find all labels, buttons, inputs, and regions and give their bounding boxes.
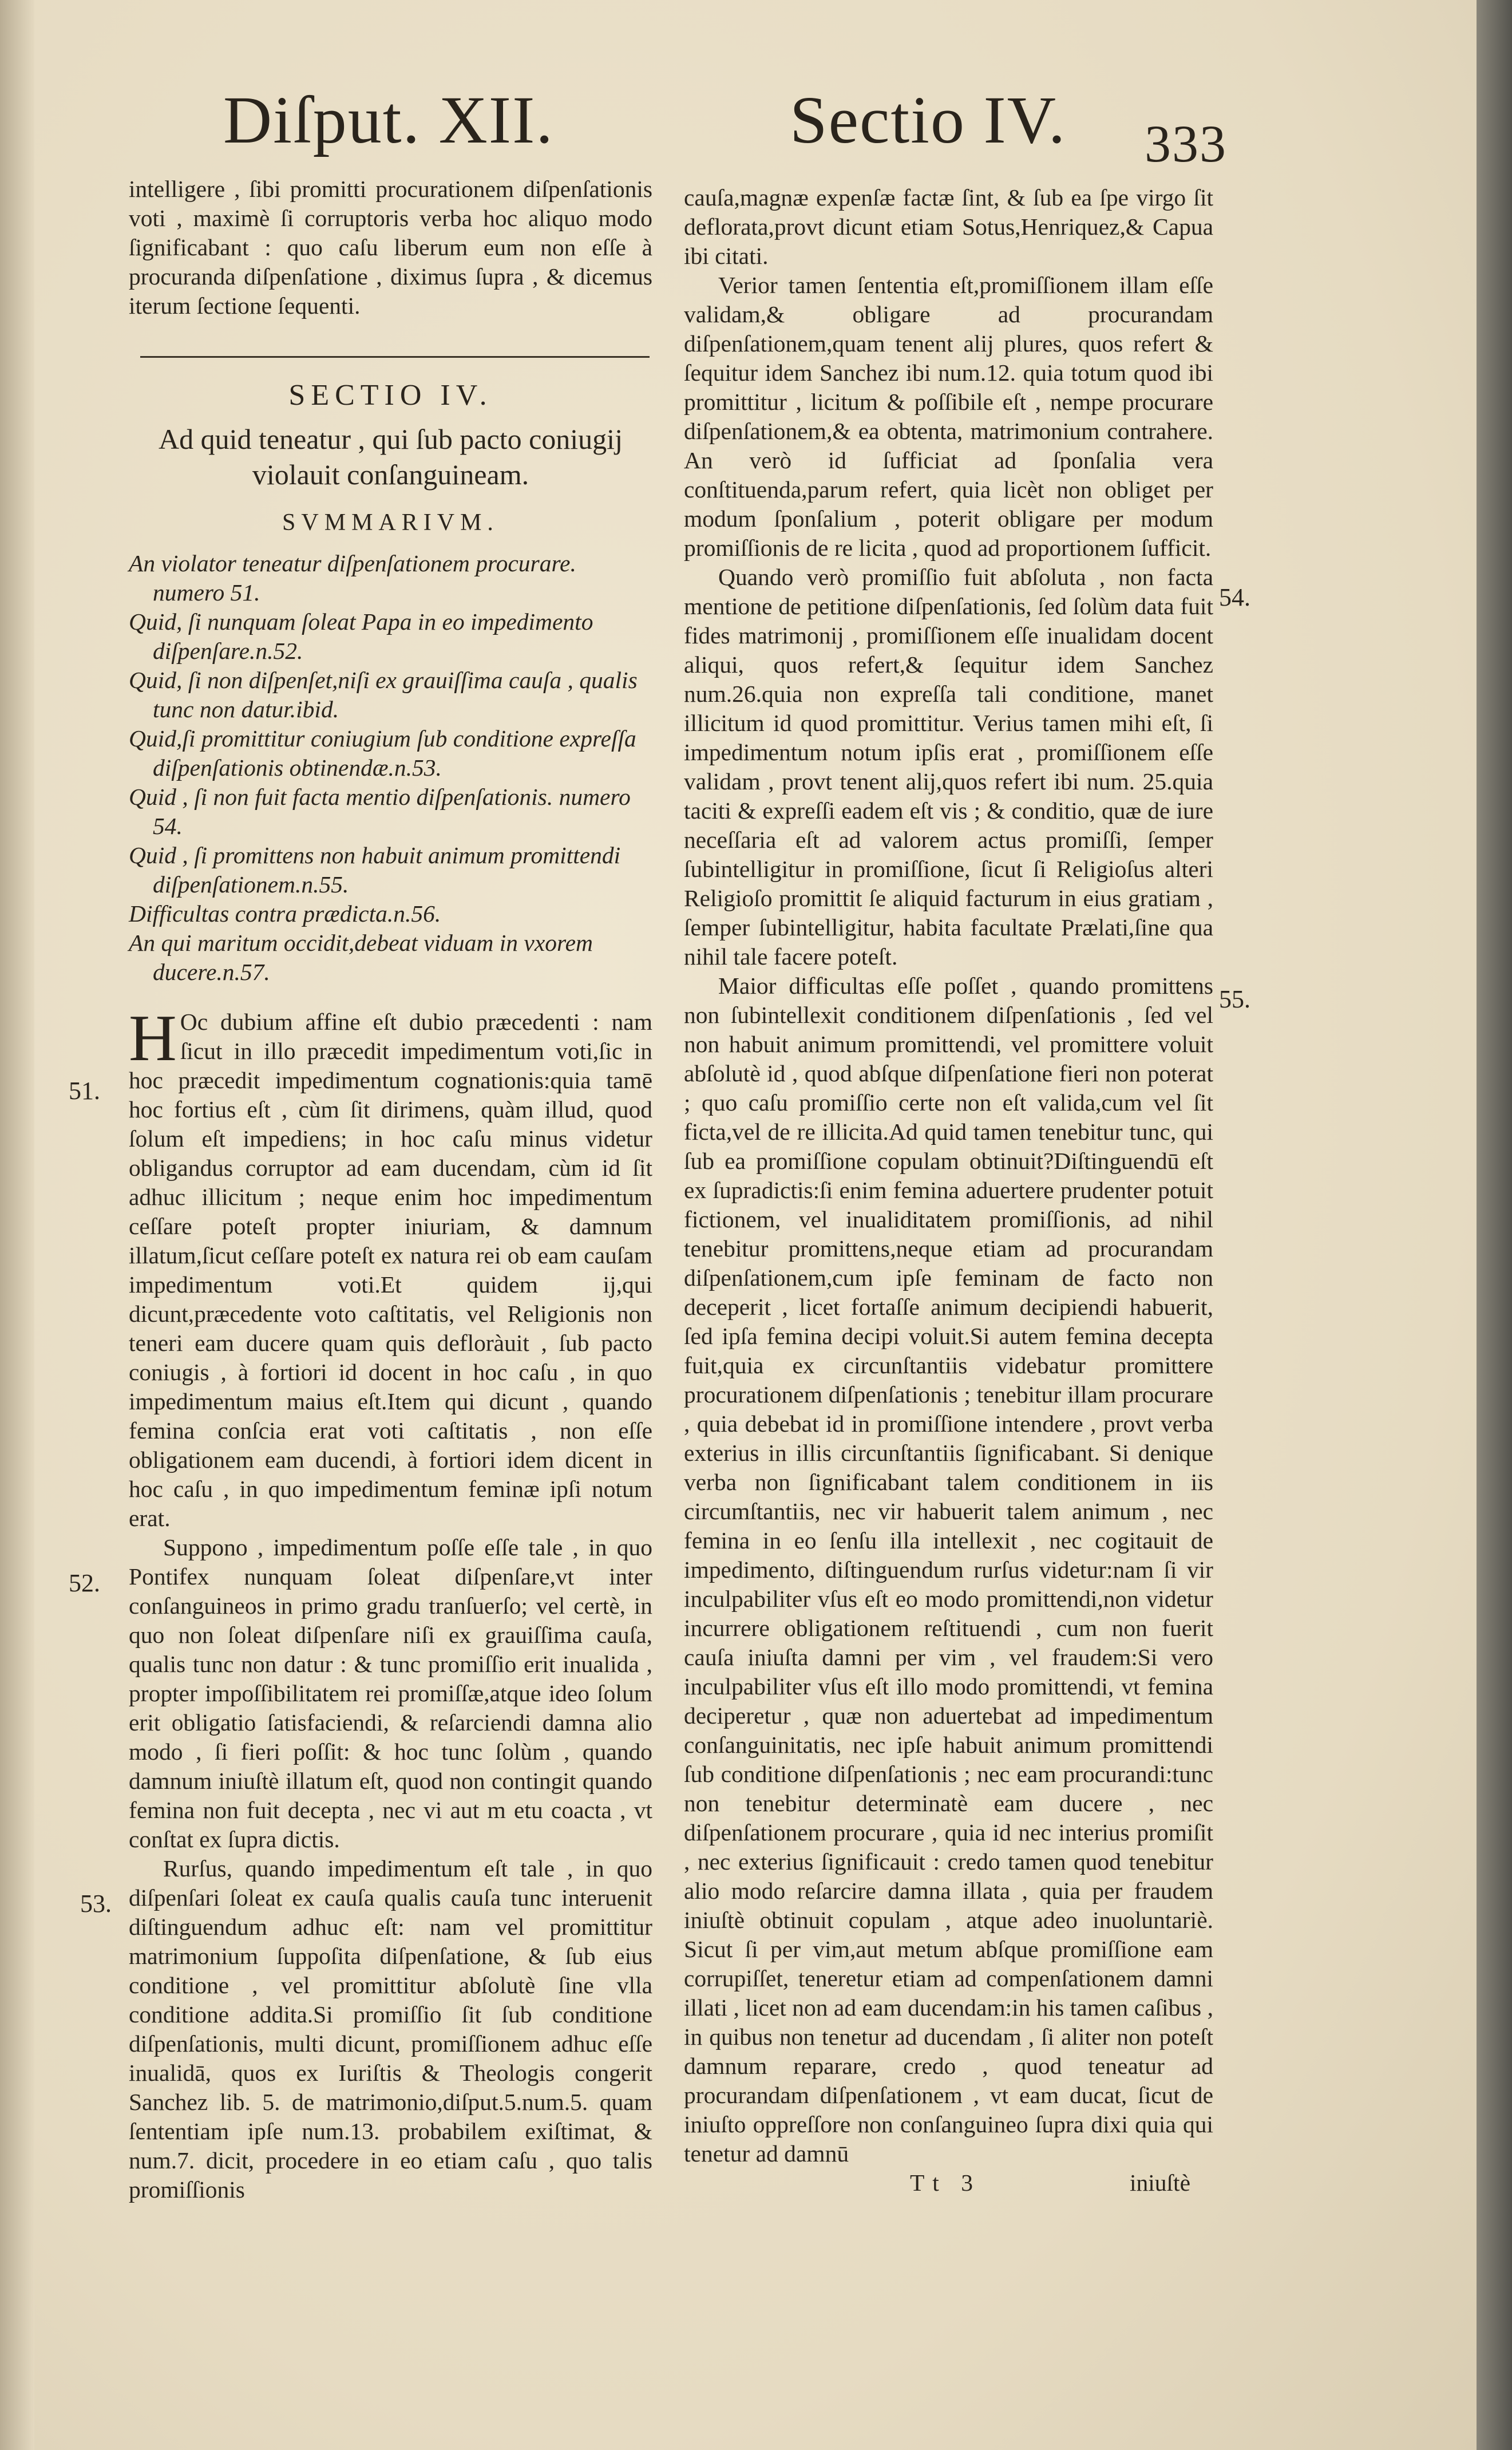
summary-item: Difficultas contra prædicta.n.56. — [129, 900, 441, 927]
page-number: 333 — [1145, 114, 1227, 173]
margin-number-51: 51. — [69, 1077, 100, 1105]
paragraph-54: Quando verò promiſſio fuit abſoluta , non facta mentione de petitione diſpenſationis, ſed ſolùm data fuit fides matrimonij , promiſſionem eſſe inualidam docent aliqui, quos refert,& ſequitur idem Sanchez num.26.quia non expreſſa tali conditione, manet illicitum id quod promittitur. Verius tamen mihi eſt, ſi impedimentum notum ipſis erat , promiſſionem eſſe validam , provt tenent alij,quos refert ibi num. 25.quia taciti & expreſſi eadem eſt vis ; & conditio, quæ de iure neceſſaria eſt ad valorem actus promiſſi, ſemper ſubintelligitur in promiſſione, ſicut ſi Religioſus alteri Religioſo promittit ſe aliquid facturum in eius gratiam , ſemper ſubintelligitur, habita facultate Prælati,ſine qua nihil tale facere poteſt. — [684, 564, 1213, 970]
page-footer — [684, 2168, 1213, 2198]
section-title: SECTIO IV. — [288, 379, 493, 412]
continued-paragraph: intelligere , ſibi promitti procurationem diſpenſationis voti , maximè ſi corruptoris verba hoc aliquo modo ſignificabant : quo caſu liberum eum non eſſe à procuranda diſpenſatione , diximus ſupra , & dicemus iterum ſectione ſequenti. — [129, 176, 652, 319]
left-column — [129, 175, 652, 2204]
margin-number-54: 54. — [1219, 583, 1250, 611]
signature-mark: Tt 3 — [909, 2170, 981, 2196]
margin-number-53: 53. — [80, 1890, 112, 1918]
summary-item: Quid, ſi non diſpenſet,niſi ex grauiſſima cauſa , qualis tunc non datur.ibid. — [129, 667, 638, 722]
summary-list — [129, 549, 652, 987]
margin-number-52: 52. — [69, 1569, 100, 1597]
summary-item: An violator teneatur diſpenſationem procurare. numero 51. — [129, 550, 576, 606]
summary-item: Quid,ſi promittitur coniugium ſub conditione expreſſa diſpenſationis obtinendæ.n.53. — [129, 725, 636, 781]
paragraph-55: Maior difficultas eſſe poſſet , quando promittens non ſubintellexit conditionem diſpenſationis , ſed vel non habuit animum promittendi, vel promittere voluit abſolutè id , quod abſque diſpenſatione fieri non poterat ; quo caſu promiſſio certe non eſt valida,cum vel ſit ficta,vel de re illicita.Ad quid tamen tenebitur tunc, qui ſub ea promiſſione copulam obtinuit?Diſtinguendū eſt ex ſupradictis:ſi enim femina aduertere prudenter potuit fictionem, vel inualiditatem promiſſionis, ad nihil tenebitur promittens,neque etiam ad procurandam diſpenſationem,cum ipſe feminam de facto non deceperit , licet fortaſſe animum decipiendi habuerit, ſed ipſa femina decipi voluit.Si autem femina decepta fuit,quia ex circunſtantiis videbatur promittere procurationem diſpenſationis ; tenebitur illam procurare , quia debebat id in promiſſione intendere , provt verba exterius in illis circunſtantiis ſignificabant. Si denique verba non ſignificabant talem conditionem in iis circumſtantiis, nec vir habuerit talem animum , nec femina in eo ſenſu illa intellexit , nec cogitauit de impedimento, diſtinguendum rurſus videtur:nam ſi vir inculpabiliter vſus eſt eo modo promittendi,non videtur incurrere obligationem reſtituendi , cum non fuerit cauſa iniuſta damni per vim , vel fraudem:Si vero inculpabiliter vſus eſt illo modo promittendi, vt femina deciperetur , quæ non aduertebat ad impedimentum conſanguinitatis, nec ipſe habuit animum promittendi ſub conditione diſpenſationis ; nec eam procurandi:tunc non tenebitur determinatè eam ducere , nec diſpenſationem procurare , quia id nec interius promiſit , nec exterius ſignificauit : credo tamen quod tenebitur alio modo reſarcire damna illata , quia per fraudem iniuſtè obtinuit copulam , atque adeo inuoluntariè. Sicut ſi per vim,aut metum abſque promiſſione eam corrupiſſet, teneretur etiam ad compenſationem damni illati , licet non ad eam ducendam:in his tamen caſibus , in quibus non tenetur ad ducendam , ſi aliter non poteſt damnum reparare, credo , quod teneatur ad procurandam diſpenſationem , vt eam ducat, ſicut de iniuſto oppreſſore non conſanguineo ſupra dixi quia qui tenetur ad damnū — [684, 973, 1213, 2167]
summary-heading: SVMMARIVM. — [282, 509, 499, 536]
paragraph-verior: Verior tamen ſententia eſt,promiſſionem illam eſſe validam,& obligare ad procurandam diſpenſationem,quam tenent alij plures, quos refert & ſequitur idem Sanchez ibi num.12. quia totum quod ibi promittitur , licitum & poſſibile eſt , nempe procurare diſpenſationem,& ea obtenta, matrimonium contrahere. An verò id ſufficiat ad ſponſalia vera conſtituenda,parum refert, quia licèt non obliget per modum ſponſalium , poterit obligare per modum promiſſionis de re licita , quod ad proportionem ſufficit. — [684, 272, 1213, 561]
summary-item: Quid , ſi promittens non habuit animum promittendi diſpenſationem.n.55. — [129, 842, 621, 898]
margin-number-55: 55. — [1219, 985, 1250, 1013]
running-head-left: Diſput. XII. — [223, 82, 554, 157]
summary-item: Quid, ſi nunquam ſoleat Papa in eo impedimento diſpenſare.n.52. — [129, 608, 593, 664]
paragraph-52: Suppono , impedimentum poſſe eſſe tale , in quo Pontifex nunquam ſoleat diſpenſare,vt inter conſanguineos in primo gradu tranſuerſo; vel certè, in quo non ſoleat diſpenſare niſi ex grauiſſima cauſa, qualis tunc non datur : & tunc promiſſio erit inualida , propter impoſſibilitatem rei promiſſæ,atque ideo ſolum erit obligatio ſatisfaciendi, & reſarciendi damna alio modo , ſi fieri poſſit: & hoc tunc ſolùm , quando damnum iniuſtè illatum eſt, quod non contingit quando femina non fuit decepta , nec vi aut m etu coacta , vt conſtat ex ſupra dictis. — [129, 1534, 652, 1852]
section-subtitle: Ad quid teneatur , qui ſub pacto coniugij violauit conſanguineam. — [159, 423, 623, 491]
paragraph-continued: cauſa,magnæ expenſæ factæ ſint, & ſub ea ſpe virgo ſit deflorata,provt dicunt etiam Sotus,Henriquez,& Capua ibi citati. — [684, 184, 1213, 269]
running-head-section: Sectio IV. — [790, 82, 1067, 157]
right-column — [684, 183, 1213, 2198]
page-gutter-shadow — [0, 0, 34, 2450]
summary-item: Quid , ſi non fuit facta mentio diſpenſationis. numero 54. — [129, 784, 631, 839]
paragraph-53: Rurſus, quando impedimentum eſt tale , in quo diſpenſari ſoleat ex cauſa qualis cauſa tunc interuenit diſtinguendum adhuc eſt: nam vel promittitur matrimonium ſuppoſita diſpenſatione, & ſub eius conditione , vel promittitur abſolutè ſine vlla conditione addita.Si promiſſio ſit ſub conditione diſpenſationis, multi dicunt, promiſſionem adhuc eſſe inualidā, quos ex Iuriſtis & Theologis congerit Sanchez lib. 5. de matrimonio,diſput.5.num.5. quam ſententiam ipſe num.13. probabilem exiſtimat, & num.7. dicit, procedere in eo etiam caſu , quo talis promiſſionis — [129, 1855, 652, 2203]
catchword: iniuſtè — [1129, 2170, 1190, 2196]
paragraph-51: HOc dubium affine eſt dubio præcedenti : nam ſicut in illo præcedit impedimentum voti,ſic in hoc præcedit impedimentum cognationis:quia tamē hoc fortius eſt , cùm ſit dirimens, quàm illud, quod ſolum eſt impediens; in hoc caſu minus videtur obligandus corruptor ad eam ducendam, cùm id ſit adhuc illicitum ; neque enim hoc impedimentum ceſſare poteſt propter iniuriam, & damnum illatum,ſicut ceſſare poteſt ex natura rei ob eam cauſam impedimentum voti.Et quidem ij,qui dicunt,præcedente voto caſtitatis, vel Religionis non teneri eam ducere quam quis defloràuit , ſub pacto coniugis , à fortiori id docent in hoc caſu , in quo impedimentum maius eſt.Item qui dicunt , quando femina conſcia erat voti caſtitatis , non eſſe obligationem eam ducendi, à fortiori idem dicent in hoc caſu , in quo impedimentum feminæ ipſi notum erat. — [129, 1002, 652, 1531]
summary-item: An qui maritum occidit,debeat viduam in vxorem ducere.n.57. — [129, 930, 593, 985]
section-rule — [140, 356, 650, 358]
page-edge-shadow — [1477, 0, 1512, 2450]
